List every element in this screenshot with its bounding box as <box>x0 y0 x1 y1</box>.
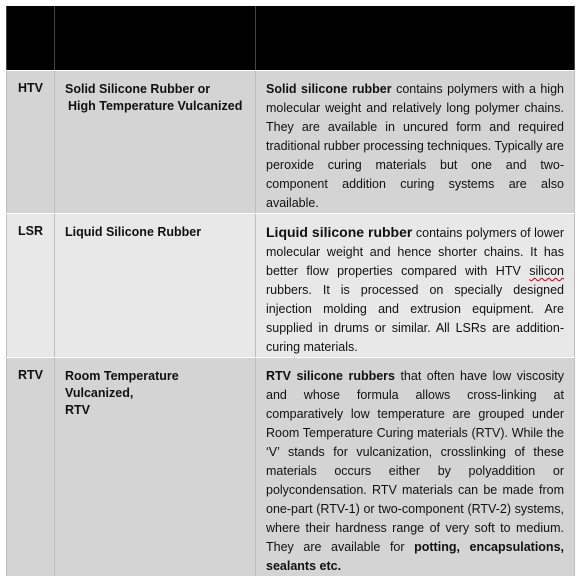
material-name-line1: Solid Silicone Rubber or <box>65 82 211 96</box>
material-name-line1: Room Temperature Vulcanized, <box>65 369 179 400</box>
material-name-line2: RTV <box>65 403 90 417</box>
header-cell-name <box>55 6 256 71</box>
description-text: that often have low viscosity and whose formula allows cross-linking at comparatively low temperature are grouped under Room Temperature Curing materials (RTV). While the ‘V’ stands for vulcanization, crosslinking of these materials occurs either by polyaddition or polycondensation. RTV materials can be made from one-part (RTV-1) or two-component (RTV-2) systems, where their hardness range of very soft to medium. They are available for <box>266 369 565 554</box>
row-description <box>256 71 575 214</box>
description-bold-end: potting, encapsulations, sealants etc. <box>266 540 564 573</box>
table-row-rtv <box>7 358 575 577</box>
description-bold-lead: Solid silicone rubber <box>266 82 392 96</box>
comparison-table <box>6 6 575 577</box>
row-abbreviation: RTV <box>7 358 55 577</box>
row-description <box>256 214 575 358</box>
row-abbreviation: HTV <box>7 71 55 214</box>
description-bold-lead: RTV silicone rubbers <box>266 369 395 383</box>
row-description <box>256 358 575 577</box>
description-text-part1: contains polymers of lower molecular weight and hence shorter chains. It has better flow properties compared with HTV <box>266 226 565 278</box>
row-material-name <box>55 214 256 358</box>
row-material-name <box>55 358 256 577</box>
table-row-lsr <box>7 214 575 358</box>
row-abbreviation: LSR <box>7 214 55 358</box>
table-header-row <box>7 6 575 71</box>
material-name-line1: Liquid Silicone Rubber <box>65 225 202 239</box>
description-bold-lead: Liquid silicone rubber <box>266 224 413 240</box>
header-cell-description <box>256 6 575 71</box>
spellcheck-flagged-word[interactable]: silicon <box>529 264 564 278</box>
material-name-line2: High Temperature Vulcanized <box>68 99 243 113</box>
description-text: contains polymers with a high molecular weight and relatively long polymer chains. They are available in uncured form and required traditional rubber processing techniques. Typically are peroxide curing materials but one and two-component addition curing systems are also available. <box>266 82 564 210</box>
header-cell-abbr <box>7 6 55 71</box>
row-material-name <box>55 71 256 214</box>
silicone-rubber-table <box>6 6 574 573</box>
table-row-htv <box>7 71 575 214</box>
description-text-part2: rubbers. It is processed on specially designed injection molding and extrusion equipment. Are supplied in drums or similar. All LSRs are addition-curing materials. <box>266 283 564 354</box>
